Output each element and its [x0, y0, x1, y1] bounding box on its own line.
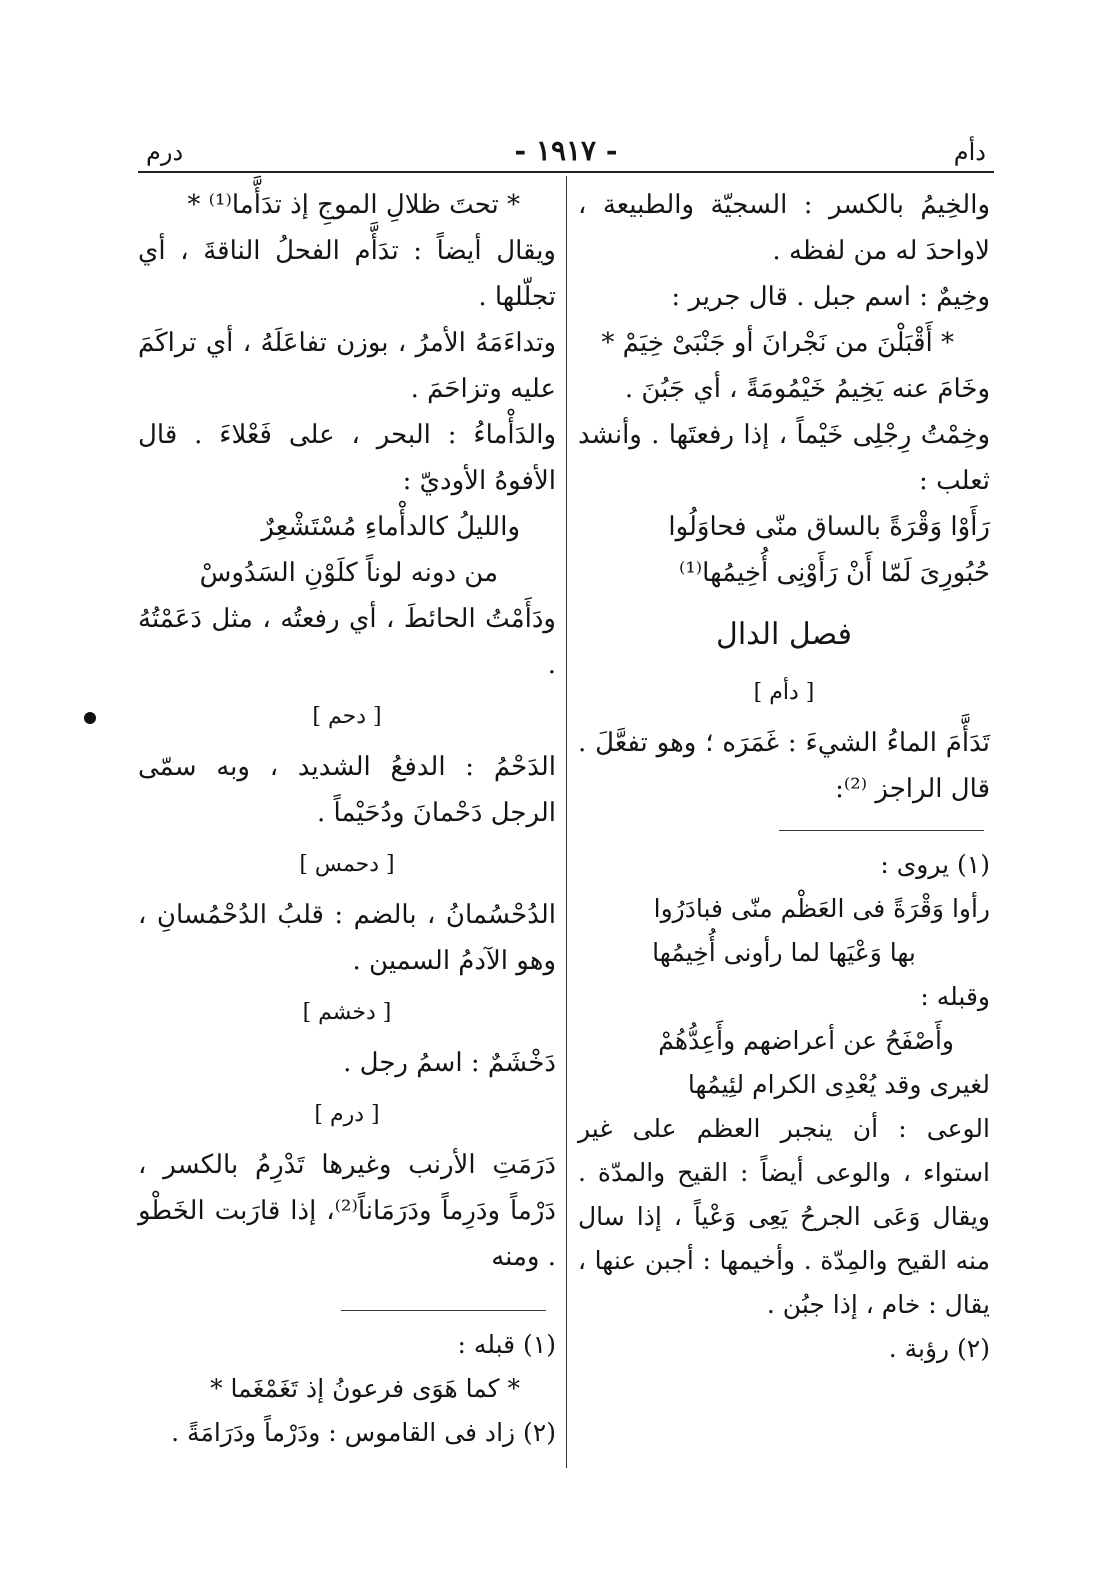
verse-line: * تحتَ ظلالِ الموجِ إذ تدَأَّما⁽¹⁾ * — [187, 190, 520, 220]
verse-line: من دونه لوناً كلَوْنِ السَدُوسْ — [199, 558, 498, 588]
left-column — [138, 182, 556, 1455]
paragraph: تَدَأَّمَ الماءُ الشيءَ : غَمَرَه ؛ وهو تفعَّلَ . قال الراجز ⁽²⁾: — [578, 728, 990, 804]
paragraph: والخِيمُ بالكسر : السجيّة والطبيعة ، لاواحدَ له من لفظه . — [578, 190, 990, 266]
verse-line: بها وَعْيَها لما رأونى أُخِيمُها — [652, 938, 916, 967]
footnotes — [138, 1323, 556, 1455]
paragraph: ودَأَمْتُ الحائطَ ، أي رفعتُه ، مثل دَعَمْتُهُ . — [138, 604, 556, 680]
verse-line: والليلُ كالدأْماءِ مُسْتَشْعِرٌ — [261, 512, 520, 542]
paragraph: وتداءَمَهُ الأمرُ ، بوزن تفاعَلَهُ ، أي تراكَمَ عليه وتزاحَمَ . — [138, 328, 556, 404]
footnote-text: (٢) زاد فى القاموس : ودَرْماً ودَرَامَةً . — [171, 1418, 556, 1447]
verse-line: * أَقْبَلْنَ من نَجْرانَ أو جَنْبَىْ خِيَمْ * — [601, 328, 954, 358]
verse-line: حُبُورِىَ لَمّا أَنْ رَأَوْنِى أُخِيمُها⁽¹⁾ — [678, 558, 990, 588]
page-number: - ١٩١٧ - — [514, 134, 618, 167]
entry-heading: [ دحم ] — [312, 704, 382, 729]
footnote-rule — [341, 1310, 546, 1311]
entry-heading: [ دحمس ] — [299, 852, 395, 877]
paragraph: الدُحْسُمانُ ، بالضم : قلبُ الدُحْمُسانِ ، وهو الآدمُ السمين . — [138, 900, 556, 976]
margin-dot — [84, 712, 96, 724]
paragraph: دَرَمَتِ الأرنب وغيرها تَدْرِمُ بالكسر ، دَرْماً ودَرِماً ودَرَمَاناً⁽²⁾، إذا قارَبت الخَطْو . ومنه — [138, 1150, 556, 1272]
paragraph: والدَأْماءُ : البحر ، على فَعْلاءَ . قال الأفوهُ الأوديّ : — [138, 420, 556, 496]
paragraph: دَخْشَمٌ : اسمُ رجل . — [343, 1048, 556, 1078]
entry-heading: [ دخشم ] — [302, 1000, 392, 1025]
header-right-word: دأم — [953, 138, 986, 166]
footnote-text: الوعى : أن ينجبر العظم على غير استواء ، والوعى أيضاً : القيح والمدّة . ويقال وَعَى الجرحُ يَعِى وَعْياً ، إذا سال منه القيح والمِدّة . وأخيمها : أجبن عنها ، يقال : خام ، إذا جبُن . — [578, 1114, 990, 1319]
paragraph: الدَحْمُ : الدفعُ الشديد ، وبه سمّى الرجل دَحْمانَ ودُحَيْماً . — [138, 752, 556, 828]
footnotes — [578, 843, 990, 1371]
paragraph: ويقال أيضاً : تدَأَّم الفحلُ الناقةَ ، أي تجلّلها . — [138, 236, 556, 312]
paragraph: وخَامَ عنه يَخِيمُ خَيْمُومَةً ، أي جَبُنَ . — [624, 374, 990, 404]
verse-line: وأَصْفَحُ عن أعراضهم وأَعِدُّهُمْ — [658, 1026, 954, 1055]
running-header — [138, 134, 994, 174]
section-heading: فصل الدال — [716, 617, 852, 652]
right-column — [578, 182, 990, 1371]
verse-line: رأوا وَقْرَةً فى العَظْم منّى فبادَرُوا — [653, 894, 990, 923]
footnote-rule — [779, 830, 984, 831]
column-divider — [566, 176, 567, 1468]
footnote-text: وقبله : — [920, 982, 990, 1011]
footnote-label: (١) يروى : — [880, 850, 990, 879]
footnote-text: (٢) رؤبة . — [888, 1334, 990, 1363]
verse-line: * كما هَوَى فرعونُ إذ تَغَمْغَما * — [210, 1374, 520, 1403]
entry-heading: [ دأم ] — [753, 680, 815, 705]
header-left-word: درم — [146, 138, 184, 166]
entry-heading: [ درم ] — [314, 1102, 380, 1127]
verse-line: لغيرى وقد يُعْدِى الكرام لئِيمُها — [687, 1070, 990, 1099]
header-rule — [138, 171, 994, 173]
paragraph: وخِمْتُ رِجْلِى خَيْماً ، إذا رفعتَها . وأنشد ثعلب : — [578, 420, 990, 496]
verse-line: رَأَوْا وَقْرَةً بالساق منّى فحاوَلُوا — [668, 512, 990, 542]
footnote-label: (١) قبله : — [457, 1330, 556, 1359]
paragraph: وخِيمٌ : اسم جبل . قال جرير : — [671, 282, 990, 312]
